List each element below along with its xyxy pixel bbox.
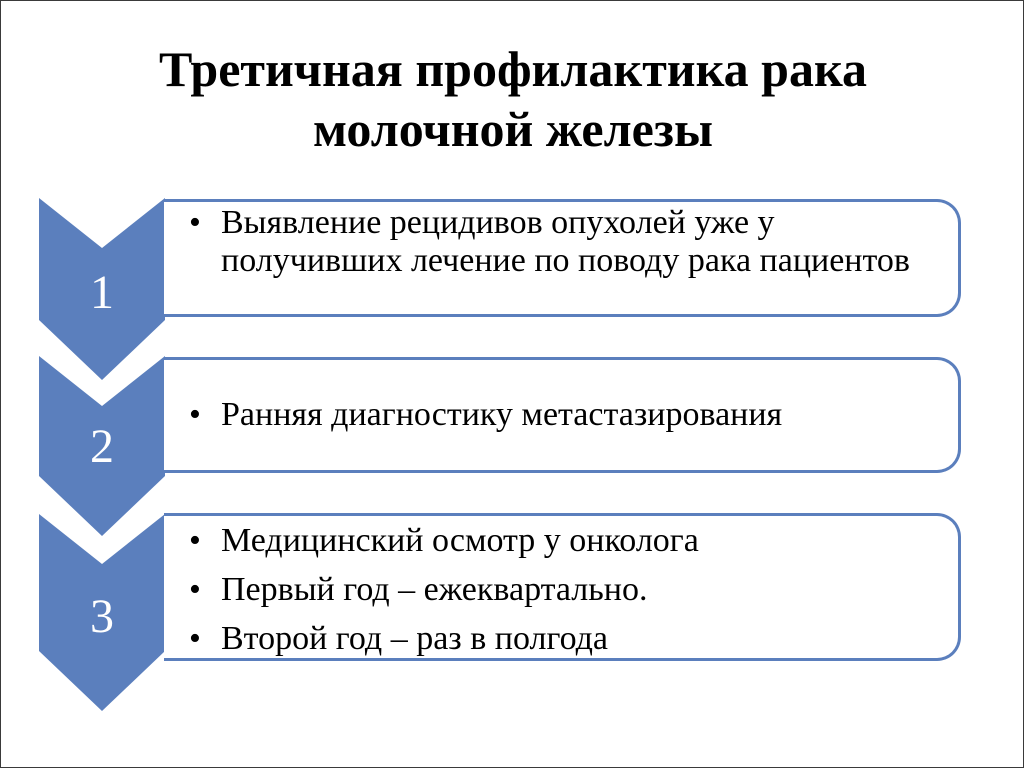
step-2-item-1-text: Ранняя диагностику метастазирования bbox=[221, 396, 783, 433]
step-2-list bbox=[164, 360, 958, 434]
bullet-icon: • bbox=[189, 522, 201, 559]
step-3-item-2-text: Первый год – ежеквартально. bbox=[221, 571, 648, 608]
slide-title-line-2: молочной железы bbox=[313, 101, 713, 157]
bullet-icon: • bbox=[189, 571, 201, 608]
step-3-item-1 bbox=[164, 522, 958, 560]
step-3-item-2 bbox=[164, 571, 958, 609]
bullet-icon: • bbox=[189, 204, 201, 241]
step-3-number: 3 bbox=[90, 590, 114, 643]
step-2-box bbox=[164, 357, 961, 473]
step-1-box bbox=[164, 199, 961, 317]
step-1-list bbox=[164, 202, 958, 280]
bullet-icon: • bbox=[189, 620, 201, 657]
step-3-item-3 bbox=[164, 620, 958, 658]
step-3-list bbox=[164, 516, 958, 658]
step-1-item-1-text: Выявление рецидивов опухолей уже у получивших лечение по поводу рака пациентов bbox=[221, 204, 910, 279]
step-2-number: 2 bbox=[90, 420, 114, 473]
step-3-item-3-text: Второй год – раз в полгода bbox=[221, 620, 608, 657]
bullet-icon: • bbox=[189, 396, 201, 433]
step-1-item-1 bbox=[164, 204, 958, 280]
step-3-box bbox=[164, 513, 961, 661]
slide-title bbox=[1, 39, 1024, 159]
slide-title-line-1: Третичная профилактика рака bbox=[158, 41, 868, 97]
step-2-item-1 bbox=[164, 396, 958, 434]
step-1-number: 1 bbox=[90, 266, 114, 319]
step-3-item-1-text: Медицинский осмотр у онколога bbox=[221, 522, 699, 559]
